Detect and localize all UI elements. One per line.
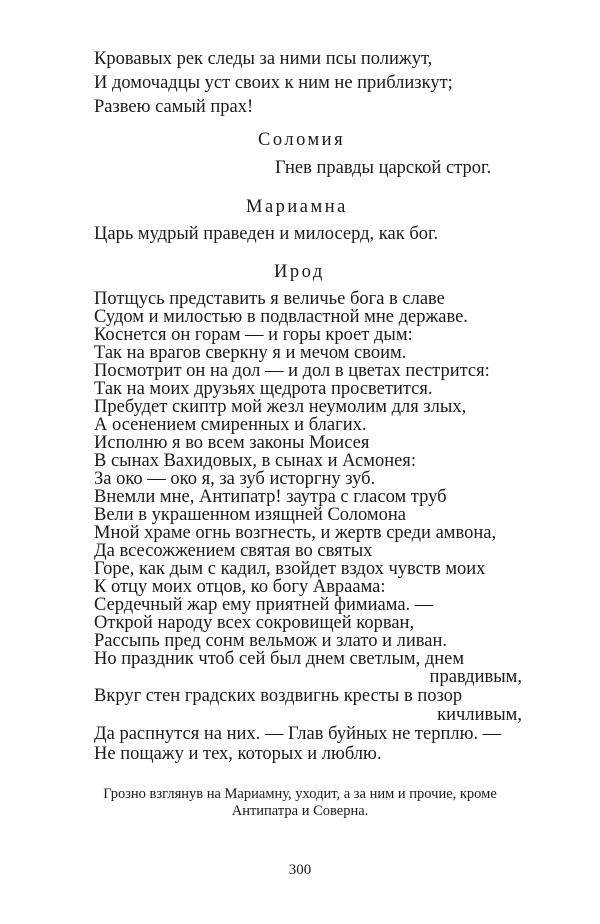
verse-line: К отцу моих отцов, ко богу Авраама: <box>94 577 386 597</box>
verse-line: Вели в украшенном изящней Соломона <box>94 505 406 525</box>
verse-line: Царь мудрый праведен и милосерд, как бог. <box>94 224 439 244</box>
speaker-name: Ирод <box>274 262 325 282</box>
verse-line: Потщусь представить я величье бога в славе <box>94 289 445 309</box>
verse-line: Мной храме огнь возгнесть, и жертв среди амвона, <box>94 523 497 543</box>
verse-line: Развею самый прах! <box>94 97 254 117</box>
verse-line: Да всесожжением святая во святых <box>94 541 373 561</box>
verse-line: Судом и милостью в подвластной мне державе. <box>94 307 468 327</box>
page-number: 300 <box>288 862 312 878</box>
verse-line: В сынах Вахидовых, в сынах и Асмонея: <box>94 451 416 471</box>
verse-line: Посмотрит он на дол — и дол в цветах пестрится: <box>94 361 490 381</box>
verse-line-continuation: правдивым, <box>429 667 522 687</box>
verse-line: Так на врагов сверкну я и мечом своим. <box>94 343 407 363</box>
verse-line: Кровавых рек следы за ними псы полижут, <box>94 49 433 69</box>
verse-line: Гнев правды царской строг. <box>275 158 492 178</box>
verse-line: Вкруг стен градских воздвигнь кресты в позор <box>94 686 463 706</box>
verse-line: Коснется он горам — и горы кроет дым: <box>94 325 413 345</box>
verse-line: Пребудет скиптр мой жезл неумолим для злых, <box>94 397 467 417</box>
verse-line: И домочадцы уст своих к ним не приблизкут; <box>94 73 453 93</box>
verse-line: Горе, как дым с кадил, взойдет вздох чувств моих <box>94 559 486 579</box>
speaker-name: Мариамна <box>246 197 348 217</box>
verse-line: Рассыпь пред сонм вельмож и злато и ливан. <box>94 631 447 651</box>
verse-line: Открой народу всех сокровищей корван, <box>94 613 415 633</box>
verse-line: Исполню я во всем законы Моисея <box>94 433 370 453</box>
verse-line-continuation: кичливым, <box>437 705 522 725</box>
verse-line: Но праздник чтоб сей был днем светлым, днем <box>94 649 465 669</box>
speaker-name: Соломия <box>258 130 346 150</box>
stage-direction-line: Антипатра и Соверна. <box>231 803 369 819</box>
stage-direction-line: Грозно взглянув на Мариамну, уходит, а за ним и прочие, кроме <box>103 786 497 802</box>
verse-line: Не пощажу и тех, которых и люблю. <box>94 744 382 764</box>
verse-line: Внемли мне, Антипатр! заутра с гласом труб <box>94 487 447 507</box>
verse-line: А осенением смиренных и благих. <box>94 415 367 435</box>
verse-line: Сердечный жар ему приятней фимиама. — <box>94 595 434 615</box>
verse-line: За око — око я, за зуб исторгну зуб. <box>94 469 376 489</box>
verse-line: Так на моих друзьях щедрота просветится. <box>94 379 433 399</box>
verse-line: Да распнутся на них. — Глав буйных не терплю. — <box>94 724 502 744</box>
